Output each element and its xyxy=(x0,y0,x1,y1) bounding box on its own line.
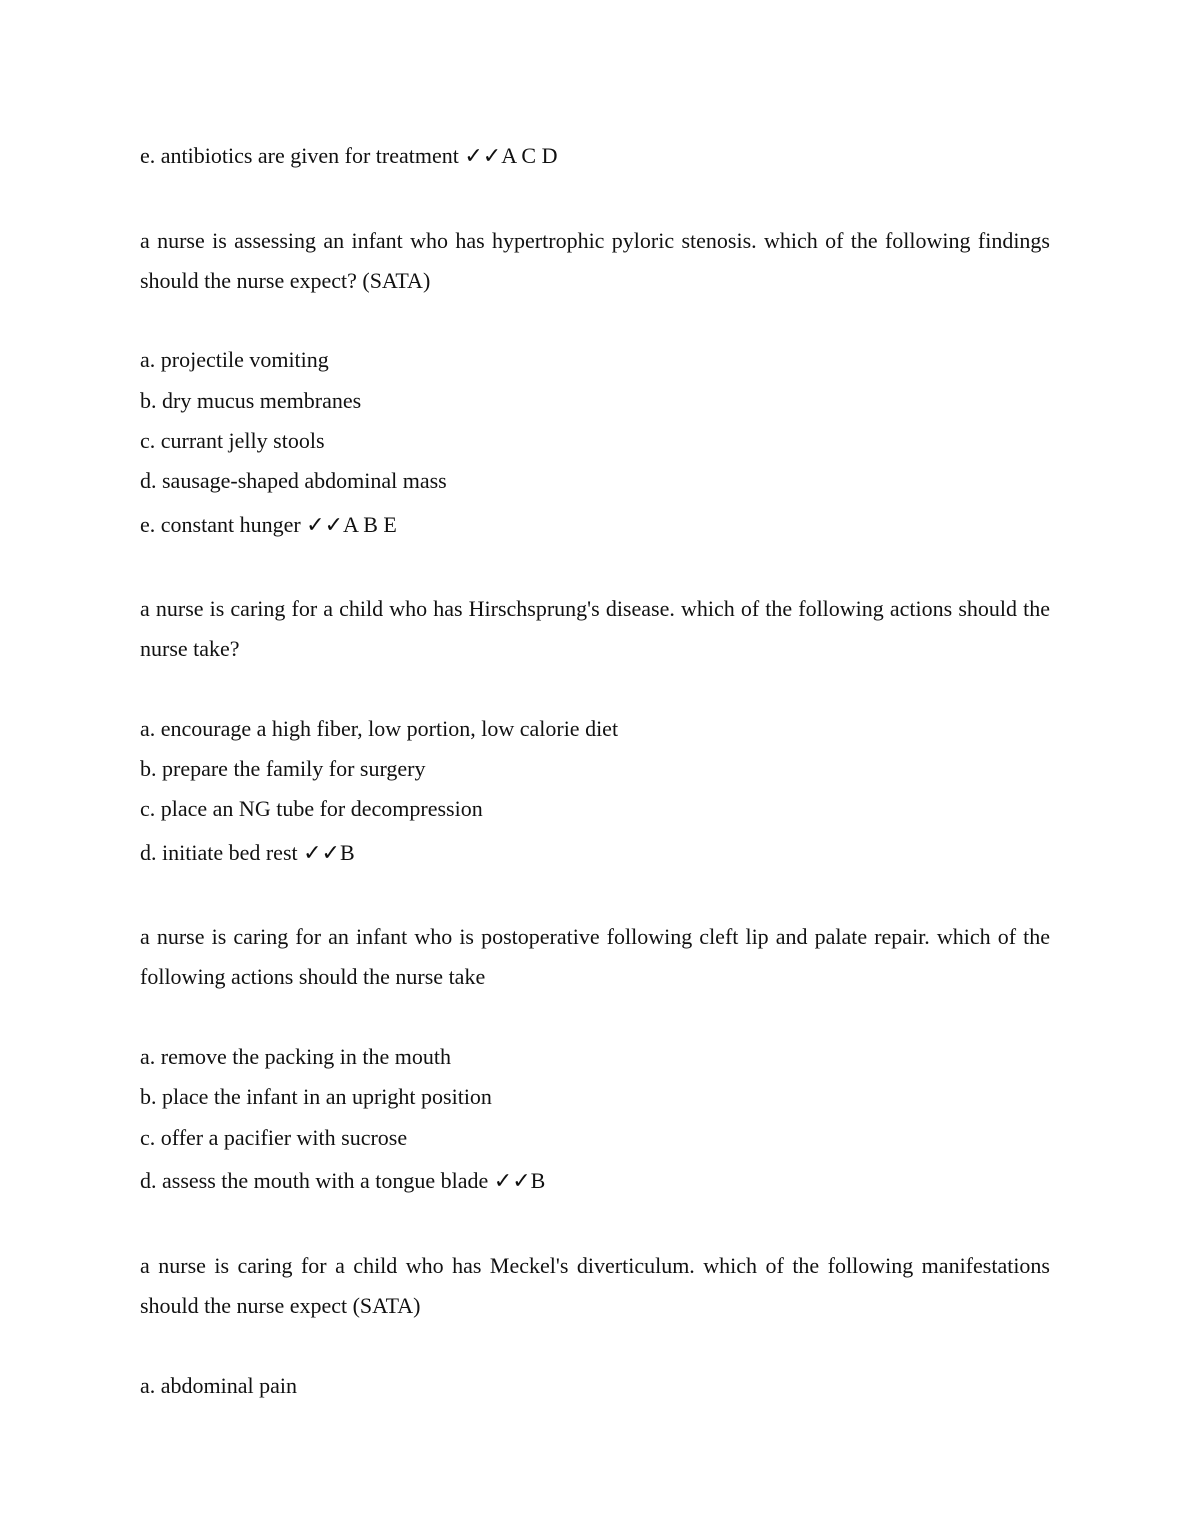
answer-line xyxy=(140,840,355,867)
double-check-icon: ✓✓ xyxy=(306,513,344,538)
answer-line xyxy=(140,1168,545,1195)
option-text: e. antibiotics are given for treatment xyxy=(140,143,465,168)
answer-option: a. encourage a high fiber, low portion, low calorie diet xyxy=(140,716,619,741)
answer-line xyxy=(140,512,397,539)
double-check-icon: ✓✓ xyxy=(493,1169,531,1194)
answer-key: B xyxy=(530,1168,546,1193)
answer-key: B xyxy=(340,840,355,865)
answer-option: b. dry mucus membranes xyxy=(140,388,362,413)
answer-line xyxy=(140,143,558,170)
answer-option: d. initiate bed rest xyxy=(140,840,304,865)
answer-option: d. sausage-shaped abdominal mass xyxy=(140,468,447,493)
question-stem: a nurse is assessing an infant who has hypertrophic pyloric stenosis. which of the following findings should the nurse expect? (SATA) xyxy=(140,228,1050,293)
answer-option: a. projectile vomiting xyxy=(140,347,329,372)
answer-option: d. assess the mouth with a tongue blade xyxy=(140,1168,494,1193)
answer-option: a. remove the packing in the mouth xyxy=(140,1044,451,1069)
double-check-icon: ✓✓ xyxy=(303,841,340,866)
answer-option: b. place the infant in an upright position xyxy=(140,1084,492,1109)
answer-key: A B E xyxy=(343,512,397,537)
answer-option: c. currant jelly stools xyxy=(140,428,325,453)
question-stem: a nurse is caring for a child who has Meckel's diverticulum. which of the following manifestations should the nurse expect (SATA) xyxy=(140,1253,1050,1318)
question-stem: a nurse is caring for an infant who is postoperative following cleft lip and palate repair. which of the following actions should the nurse take xyxy=(140,924,1050,989)
answer-option: c. offer a pacifier with sucrose xyxy=(140,1125,408,1150)
question-stem: a nurse is caring for a child who has Hirschsprung's disease. which of the following actions should the nurse take? xyxy=(140,596,1050,661)
answer-option: b. prepare the family for surgery xyxy=(140,756,426,781)
answer-option: e. constant hunger xyxy=(140,512,307,537)
answer-option: c. place an NG tube for decompression xyxy=(140,796,483,821)
answer-key: A C D xyxy=(501,143,558,168)
answer-option: a. abdominal pain xyxy=(140,1373,298,1398)
double-check-icon: ✓✓ xyxy=(464,144,502,169)
